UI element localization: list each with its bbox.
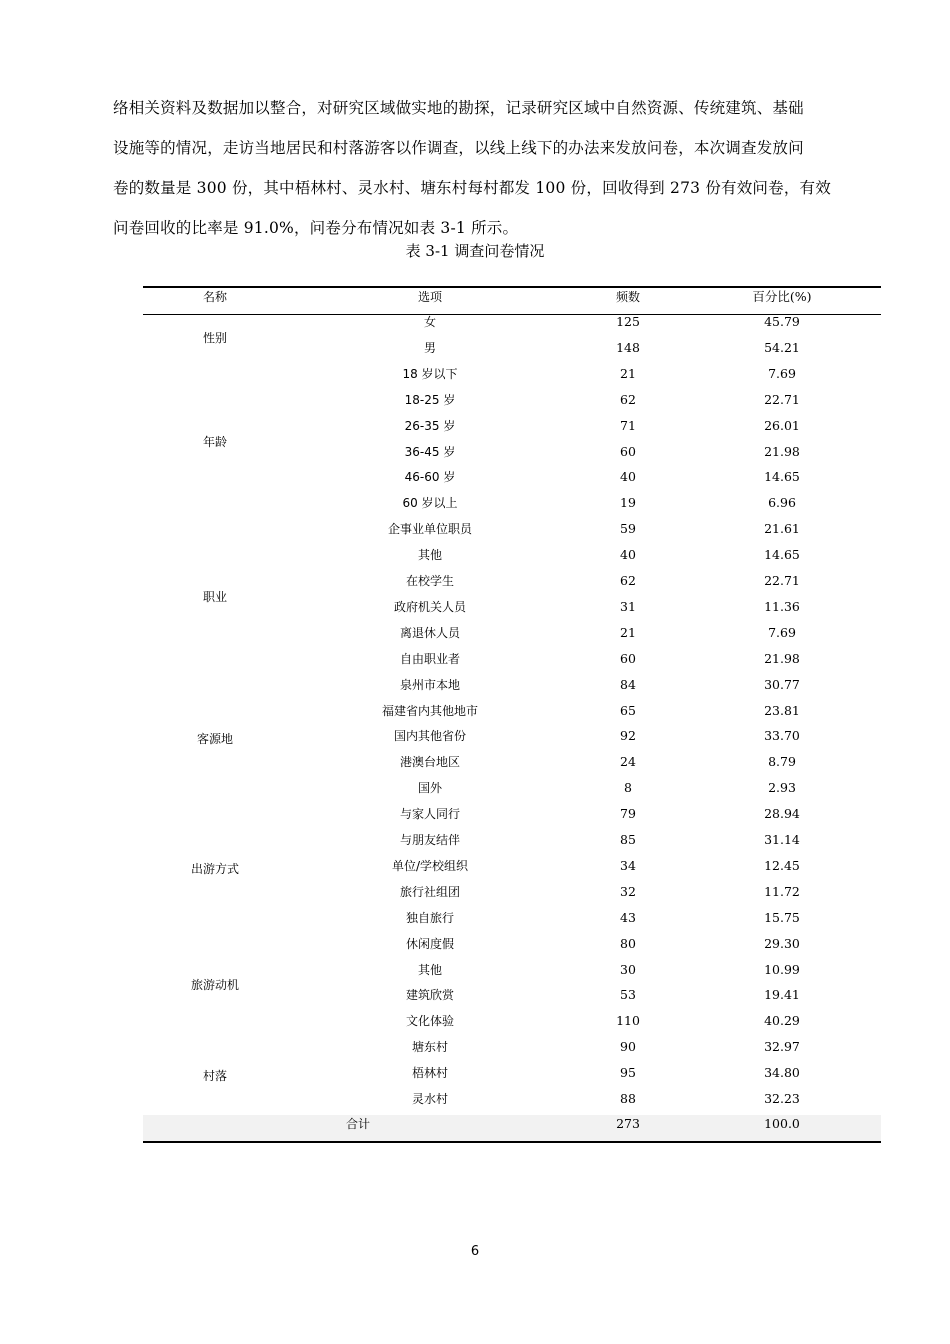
- row-frequency: 79: [620, 806, 636, 822]
- header-frequency: 频数: [615, 290, 640, 304]
- row-option: 独自旅行: [405, 910, 454, 925]
- row-option: 26-35 岁: [404, 418, 456, 433]
- row-frequency: 8: [624, 780, 632, 796]
- total-frequency: 273: [616, 1116, 640, 1131]
- row-frequency: 80: [620, 935, 636, 951]
- row-percent: 6.96: [768, 495, 796, 511]
- row-option: 梧林村: [411, 1066, 448, 1081]
- row-percent: 21.98: [764, 443, 800, 459]
- row-option: 其他: [417, 962, 442, 977]
- header-percent: 百分比(%): [752, 289, 812, 304]
- table-bottom-rule: [143, 1141, 881, 1143]
- row-option: 18-25 岁: [404, 392, 456, 407]
- row-percent: 32.97: [764, 1039, 800, 1055]
- row-option: 国内其他省份: [393, 729, 466, 744]
- row-frequency: 92: [620, 728, 636, 744]
- row-frequency: 60: [620, 443, 636, 459]
- row-option: 其他: [417, 548, 442, 563]
- row-percent: 30.77: [764, 676, 800, 692]
- row-percent: 19.41: [764, 987, 800, 1003]
- row-percent: 2.93: [768, 780, 796, 796]
- row-percent: 32.23: [764, 1091, 800, 1106]
- row-option: 休闲度假: [405, 936, 454, 951]
- group-name: 年龄: [202, 434, 227, 449]
- row-option: 塘东村: [411, 1040, 448, 1055]
- row-frequency: 95: [620, 1065, 636, 1081]
- row-percent: 26.01: [764, 417, 800, 433]
- row-frequency: 90: [620, 1039, 636, 1055]
- row-percent: 11.72: [764, 883, 800, 899]
- row-option: 旅行社组团: [399, 884, 460, 899]
- row-percent: 15.75: [764, 909, 800, 925]
- row-frequency: 21: [620, 624, 636, 640]
- row-percent: 10.99: [764, 961, 800, 977]
- row-percent: 45.79: [764, 314, 800, 329]
- row-percent: 14.65: [764, 469, 800, 485]
- row-percent: 7.69: [768, 365, 796, 381]
- row-option: 港澳台地区: [399, 755, 460, 770]
- paragraph-line: 卷的数量是 300 份，其中梧林村、灵水村、塘东村每村都发 100 份，回收得到 273 份有效问卷，有效: [113, 179, 831, 197]
- group-name: 村落: [202, 1069, 227, 1084]
- row-option: 女: [423, 315, 436, 329]
- row-frequency: 88: [620, 1091, 636, 1106]
- row-option: 国外: [417, 781, 442, 796]
- row-option: 在校学生: [405, 574, 454, 588]
- row-frequency: 21: [620, 365, 636, 381]
- row-option: 泉州市本地: [399, 677, 460, 692]
- group-name: 客源地: [196, 732, 233, 747]
- row-percent: 54.21: [764, 339, 800, 355]
- row-option: 政府机关人员: [393, 599, 466, 614]
- row-percent: 34.80: [764, 1065, 800, 1081]
- row-frequency: 34: [620, 857, 636, 873]
- body-paragraph: [113, 88, 861, 248]
- paragraph-line: 络相关资料及数据加以整合，对研究区域做实地的勘探，记录研究区域中自然资源、传统建筑、基础: [113, 99, 804, 117]
- group-name: 职业: [202, 589, 227, 604]
- group-name: 旅游动机: [190, 978, 239, 993]
- row-percent: 40.29: [764, 1013, 800, 1029]
- row-option: 单位/学校组织: [391, 858, 469, 873]
- paragraph-line: 设施等的情况，走访当地居民和村落游客以作调查，以线上线下的办法来发放问卷，本次调查发放问: [113, 139, 804, 157]
- row-option: 18 岁以下: [402, 366, 458, 381]
- row-frequency: 62: [620, 391, 636, 407]
- row-frequency: 84: [620, 676, 636, 692]
- row-percent: 29.30: [764, 935, 800, 951]
- row-percent: 21.61: [764, 521, 800, 537]
- row-option: 男: [423, 340, 436, 355]
- row-option: 福建省内其他地市: [381, 703, 478, 718]
- row-percent: 14.65: [764, 547, 800, 563]
- group-name: 出游方式: [190, 861, 239, 876]
- row-frequency: 40: [620, 469, 636, 485]
- row-frequency: 31: [620, 598, 636, 614]
- row-frequency: 85: [620, 832, 636, 847]
- row-percent: 11.36: [764, 598, 800, 614]
- row-percent: 7.69: [768, 624, 796, 640]
- page-number: 6: [470, 1244, 480, 1259]
- row-percent: 12.45: [764, 857, 800, 873]
- row-frequency: 125: [616, 314, 640, 329]
- row-frequency: 60: [620, 650, 636, 666]
- total-percent: 100.0: [764, 1116, 800, 1131]
- row-frequency: 30: [620, 961, 636, 977]
- row-frequency: 43: [620, 909, 636, 925]
- total-label: 合计: [345, 1117, 370, 1131]
- row-percent: 22.71: [764, 391, 800, 407]
- row-option: 建筑欣赏: [405, 988, 454, 1003]
- row-option: 与家人同行: [399, 807, 460, 822]
- row-frequency: 71: [620, 417, 636, 433]
- paragraph-line: 问卷回收的比率是 91.0%，问卷分布情况如表 3-1 所示。: [113, 219, 519, 237]
- row-option: 46-60 岁: [404, 470, 456, 485]
- header-option: 选项: [417, 290, 442, 304]
- row-percent: 8.79: [768, 754, 796, 770]
- row-frequency: 110: [616, 1013, 640, 1029]
- row-percent: 31.14: [764, 832, 800, 847]
- row-option: 灵水村: [411, 1092, 448, 1106]
- row-frequency: 40: [620, 547, 636, 563]
- row-frequency: 148: [616, 339, 640, 355]
- row-frequency: 53: [620, 987, 636, 1003]
- row-option: 36-45 岁: [404, 444, 456, 459]
- row-frequency: 62: [620, 573, 636, 588]
- row-frequency: 19: [620, 495, 636, 511]
- row-option: 离退休人员: [399, 625, 460, 640]
- row-option: 与朋友结伴: [399, 833, 460, 847]
- row-frequency: 24: [620, 754, 636, 770]
- row-option: 文化体验: [405, 1014, 454, 1029]
- row-percent: 23.81: [764, 702, 800, 718]
- row-percent: 33.70: [764, 728, 800, 744]
- row-option: 自由职业者: [399, 651, 460, 666]
- row-frequency: 59: [620, 521, 636, 537]
- row-percent: 21.98: [764, 650, 800, 666]
- row-option: 60 岁以上: [402, 496, 458, 511]
- row-frequency: 65: [620, 702, 636, 718]
- table-caption: 表 3-1 调查问卷情况: [405, 242, 545, 260]
- row-percent: 22.71: [764, 573, 800, 588]
- row-percent: 28.94: [764, 806, 800, 822]
- header-name: 名称: [202, 290, 227, 304]
- row-option: 企事业单位职员: [387, 522, 472, 537]
- row-frequency: 32: [620, 883, 636, 899]
- group-name: 性别: [202, 330, 227, 345]
